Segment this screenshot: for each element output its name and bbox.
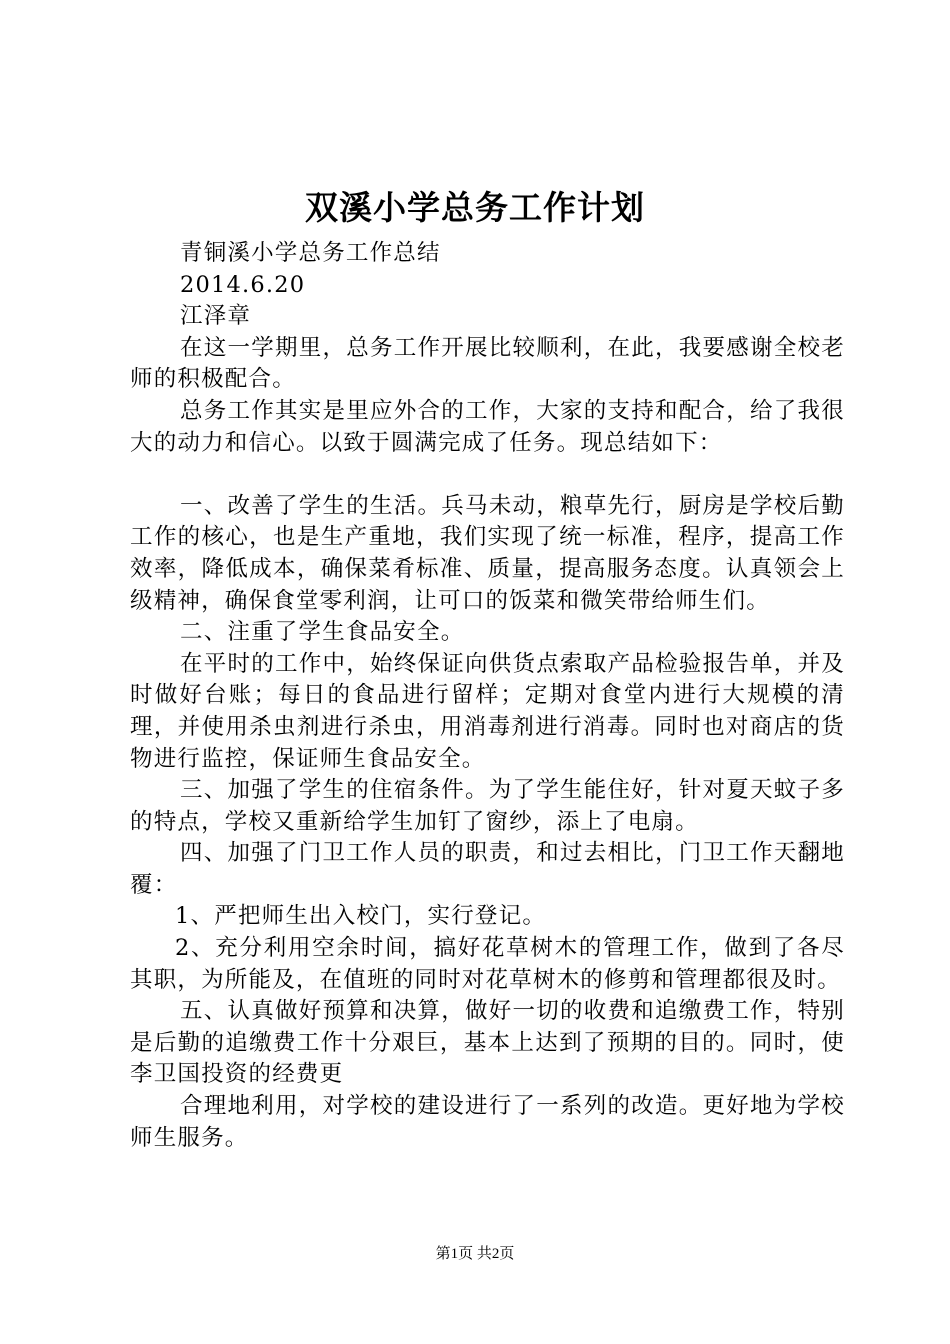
paragraph-section-5-cont: 合理地利用，对学校的建设进行了一系列的改造。更好地为学校师生服务。 <box>130 1093 845 1151</box>
paragraph-item-2: 2、充分利用空余时间，搞好花草树木的管理工作，做到了各尽其职，为所能及，在值班的同时对花草树木的修剪和管理都很及时。 <box>130 935 845 993</box>
paragraph-section-5: 五、认真做好预算和决算，做好一切的收费和追缴费工作，特别是后勤的追缴费工作十分艰巨，基本上达到了预期的目的。同时，使李卫国投资的经费更 <box>130 998 845 1088</box>
paragraph-section-1: 一、改善了学生的生活。兵马未动，粮草先行，厨房是学校后勤工作的核心，也是生产重地，我们实现了统一标准，程序，提高工作效率，降低成本，确保菜肴标准、质量，提高服务态度。认真领会上级精神，确保食堂零利润，让可口的饭菜和微笑带给师生们。 <box>130 492 845 614</box>
paragraph-intro: 在这一学期里，总务工作开展比较顺利，在此，我要感谢全校老师的积极配合。 <box>130 334 845 393</box>
page-number-footer: 第1页 共2页 <box>435 1246 515 1262</box>
document-author: 江泽章 <box>180 303 252 330</box>
document-subtitle: 青铜溪小学总务工作总结 <box>180 240 441 266</box>
paragraph-section-2-body: 在平时的工作中，始终保证向供货点索取产品检验报告单，并及时做好台账；每日的食品进行留样；定期对食堂内进行大规模的清理，并使用杀虫剂进行杀虫，用消毒剂进行消毒。同时也对商店的货物进行监控，保证师生食品安全。 <box>130 650 845 772</box>
paragraph-item-1: 1、严把师生出入校门，实行登记。 <box>175 903 547 930</box>
paragraph-gap <box>130 459 845 491</box>
paragraph-summary-lead: 总务工作其实是里应外合的工作，大家的支持和配合，给了我很大的动力和信心。以致于圆满完成了任务。现总结如下： <box>130 397 845 456</box>
document-title: 双溪小学总务工作计划 <box>305 188 645 227</box>
paragraph-section-3: 三、加强了学生的住宿条件。为了学生能住好，针对夏天蚊子多的特点，学校又重新给学生加钉了窗纱，添上了电扇。 <box>130 777 845 835</box>
paragraph-section-2-heading: 二、注重了学生食品安全。 <box>180 619 465 646</box>
paragraph-section-4: 四、加强了门卫工作人员的职责，和过去相比，门卫工作天翻地覆： <box>130 840 845 898</box>
document-body <box>130 238 845 1154</box>
document-date: 2014.6.20 <box>180 271 306 298</box>
